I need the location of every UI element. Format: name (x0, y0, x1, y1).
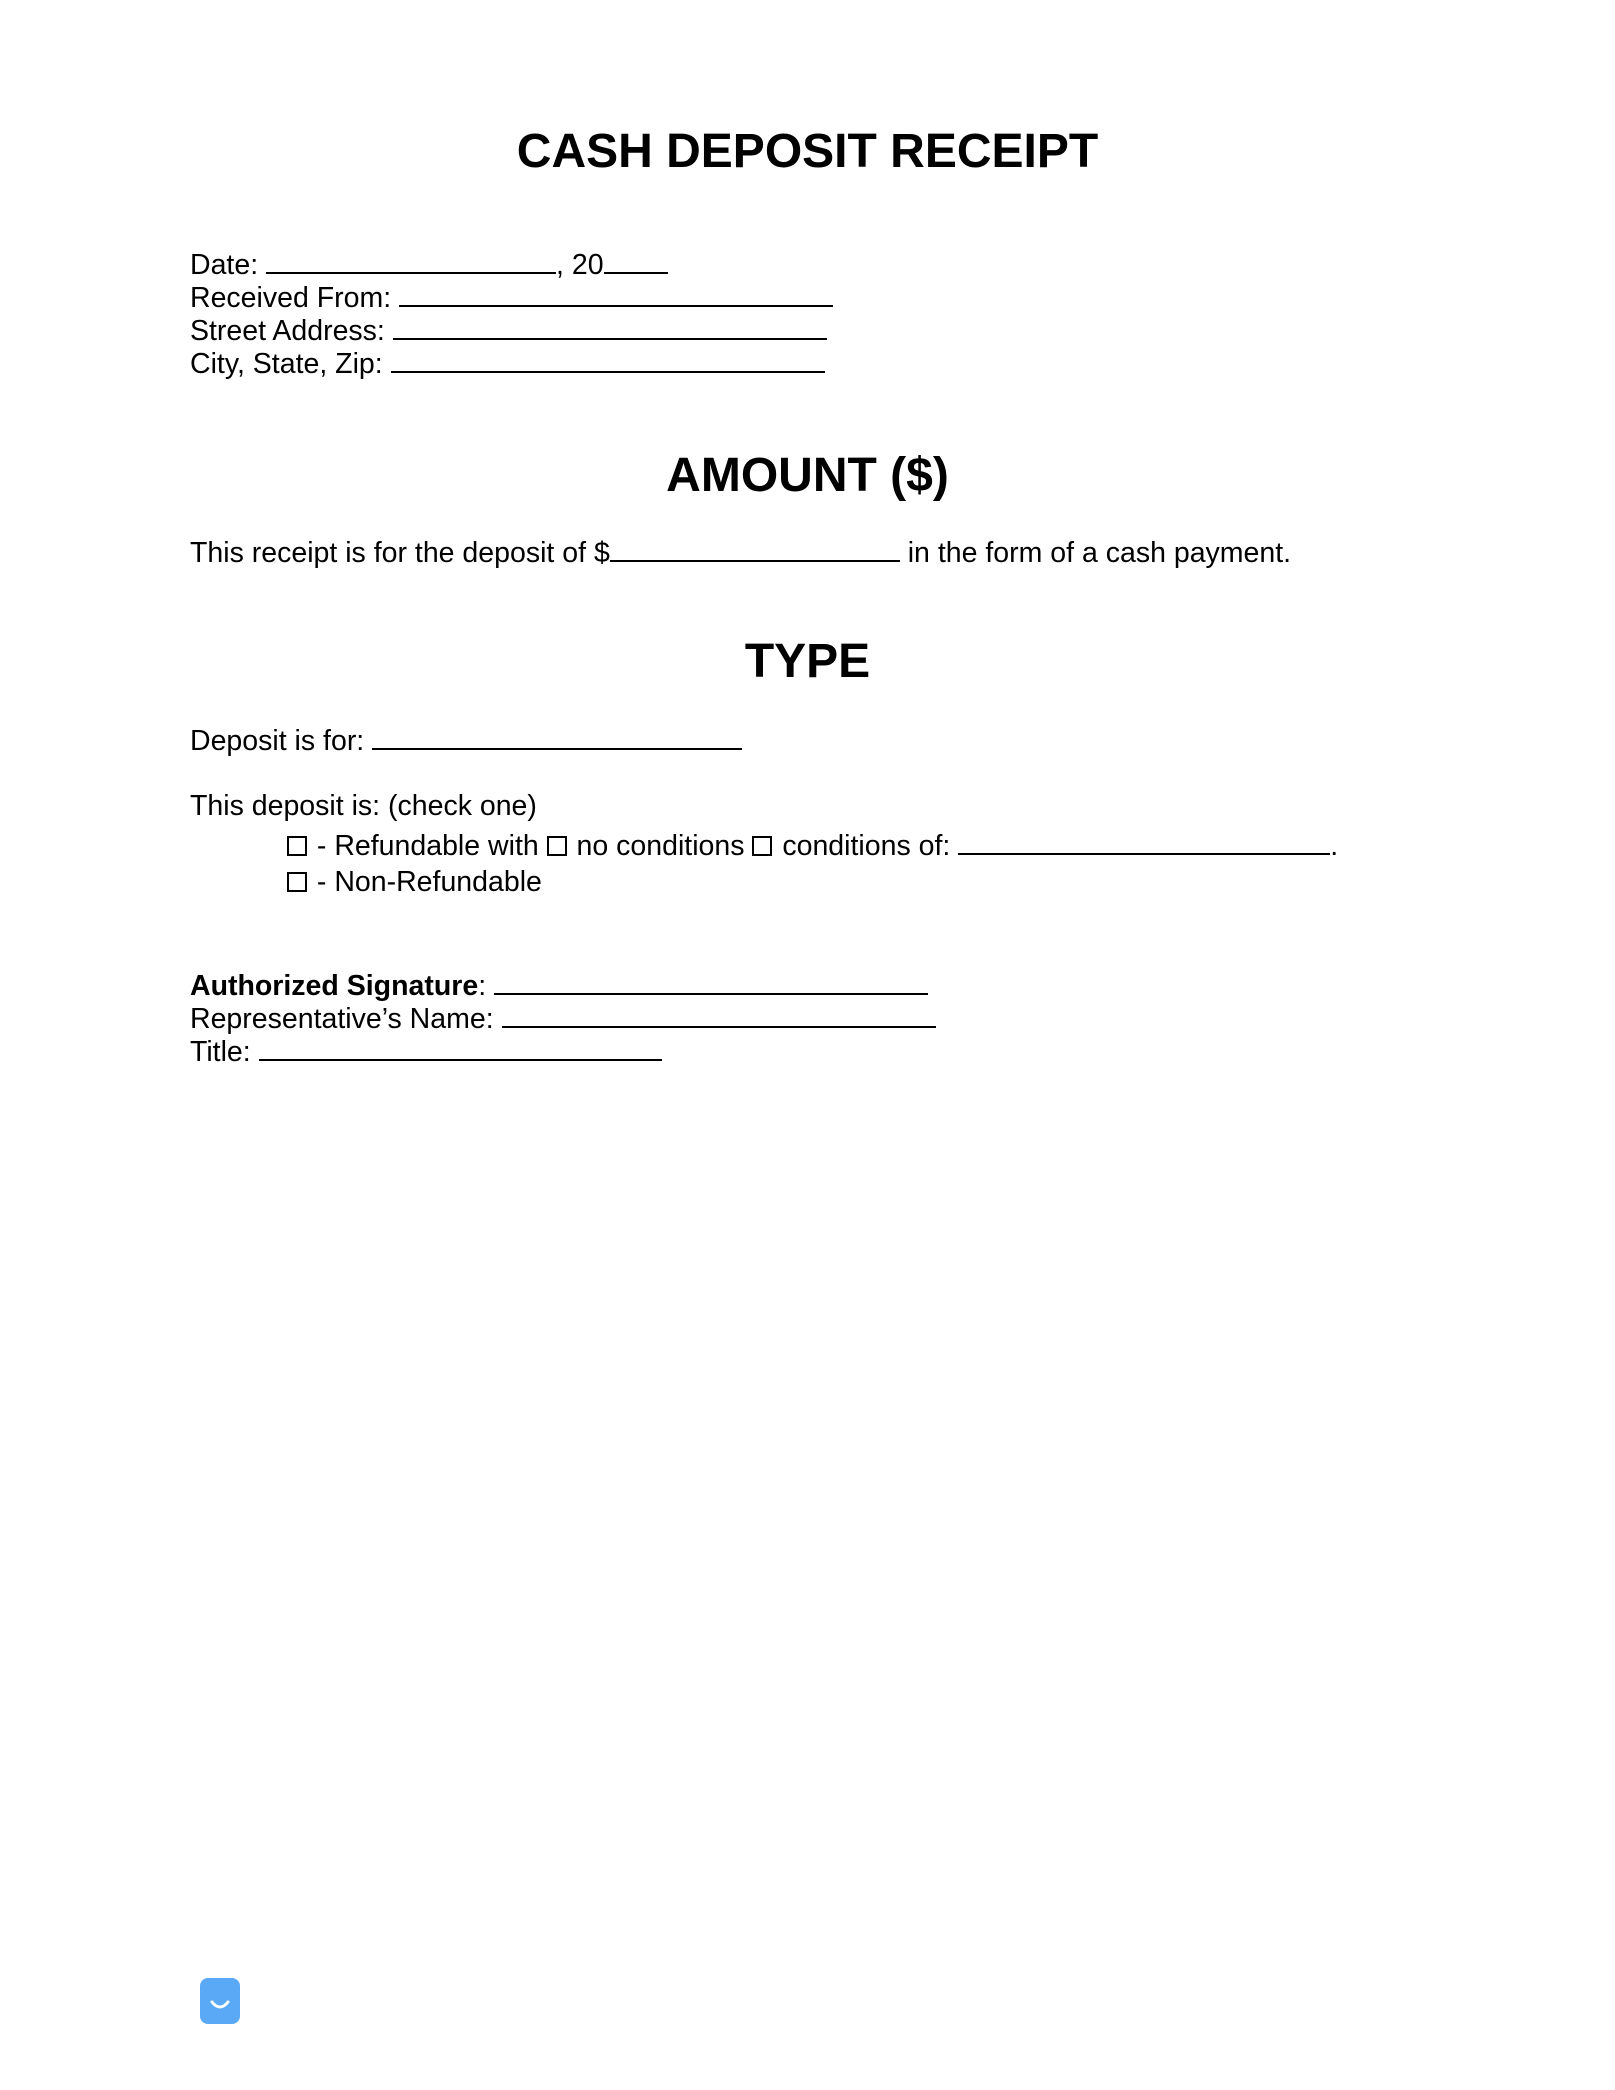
year-blank[interactable] (604, 246, 668, 274)
date-label: Date: (190, 249, 259, 281)
authorized-signature-label: Authorized Signature (190, 970, 479, 1002)
amount-text-after: in the form of a cash payment. (899, 537, 1292, 569)
city-state-zip-line (190, 345, 825, 381)
authorized-signature-line (190, 967, 928, 1003)
representative-name-line (190, 1000, 936, 1036)
document-title: CASH DEPOSIT RECEIPT (516, 125, 1099, 178)
date-year-prefix: , 20 (556, 249, 604, 281)
representative-name-blank[interactable] (502, 1000, 936, 1028)
deposit-for-label: Deposit is for: (190, 725, 365, 757)
received-from-line (190, 279, 833, 315)
check-prompt: This deposit is: (check one) (190, 790, 537, 822)
non-refundable-checkbox[interactable] (287, 872, 307, 892)
type-heading: TYPE (744, 635, 871, 688)
representative-name-label: Representative’s Name: (190, 1003, 494, 1035)
refundable-line (287, 827, 1338, 863)
no-conditions-label: no conditions (568, 830, 753, 862)
conditions-of-label: conditions of: (774, 830, 959, 862)
conditions-blank[interactable] (958, 827, 1330, 855)
title-line (190, 1033, 662, 1069)
street-address-blank[interactable] (393, 312, 827, 340)
title-label: Title: (190, 1036, 251, 1068)
non-refundable-line (287, 865, 542, 899)
street-address-line (190, 312, 827, 348)
deposit-for-blank[interactable] (372, 722, 742, 750)
received-from-label: Received From: (190, 282, 392, 314)
city-state-zip-blank[interactable] (391, 345, 825, 373)
authorized-signature-blank[interactable] (494, 967, 928, 995)
refundable-checkbox[interactable] (287, 836, 307, 856)
refundable-label: - Refundable with (309, 830, 547, 862)
smile-logo-icon (200, 1978, 240, 2024)
deposit-for-line (190, 722, 742, 758)
conditions-of-checkbox[interactable] (752, 836, 772, 856)
no-conditions-checkbox[interactable] (547, 836, 567, 856)
check-prompt-line (190, 789, 537, 823)
non-refundable-label: - Non-Refundable (309, 866, 542, 898)
amount-blank[interactable] (610, 534, 900, 562)
conditions-period: . (1330, 830, 1339, 862)
date-blank[interactable] (266, 246, 556, 274)
date-line (190, 246, 668, 282)
city-state-zip-label: City, State, Zip: (190, 348, 383, 380)
received-from-blank[interactable] (399, 279, 833, 307)
title-blank[interactable] (259, 1033, 662, 1061)
amount-heading: AMOUNT ($) (666, 449, 949, 502)
authorized-signature-colon: : (478, 970, 487, 1002)
amount-line (190, 534, 1291, 570)
street-address-label: Street Address: (190, 315, 385, 347)
amount-text-before: This receipt is for the deposit of $ (190, 537, 610, 569)
